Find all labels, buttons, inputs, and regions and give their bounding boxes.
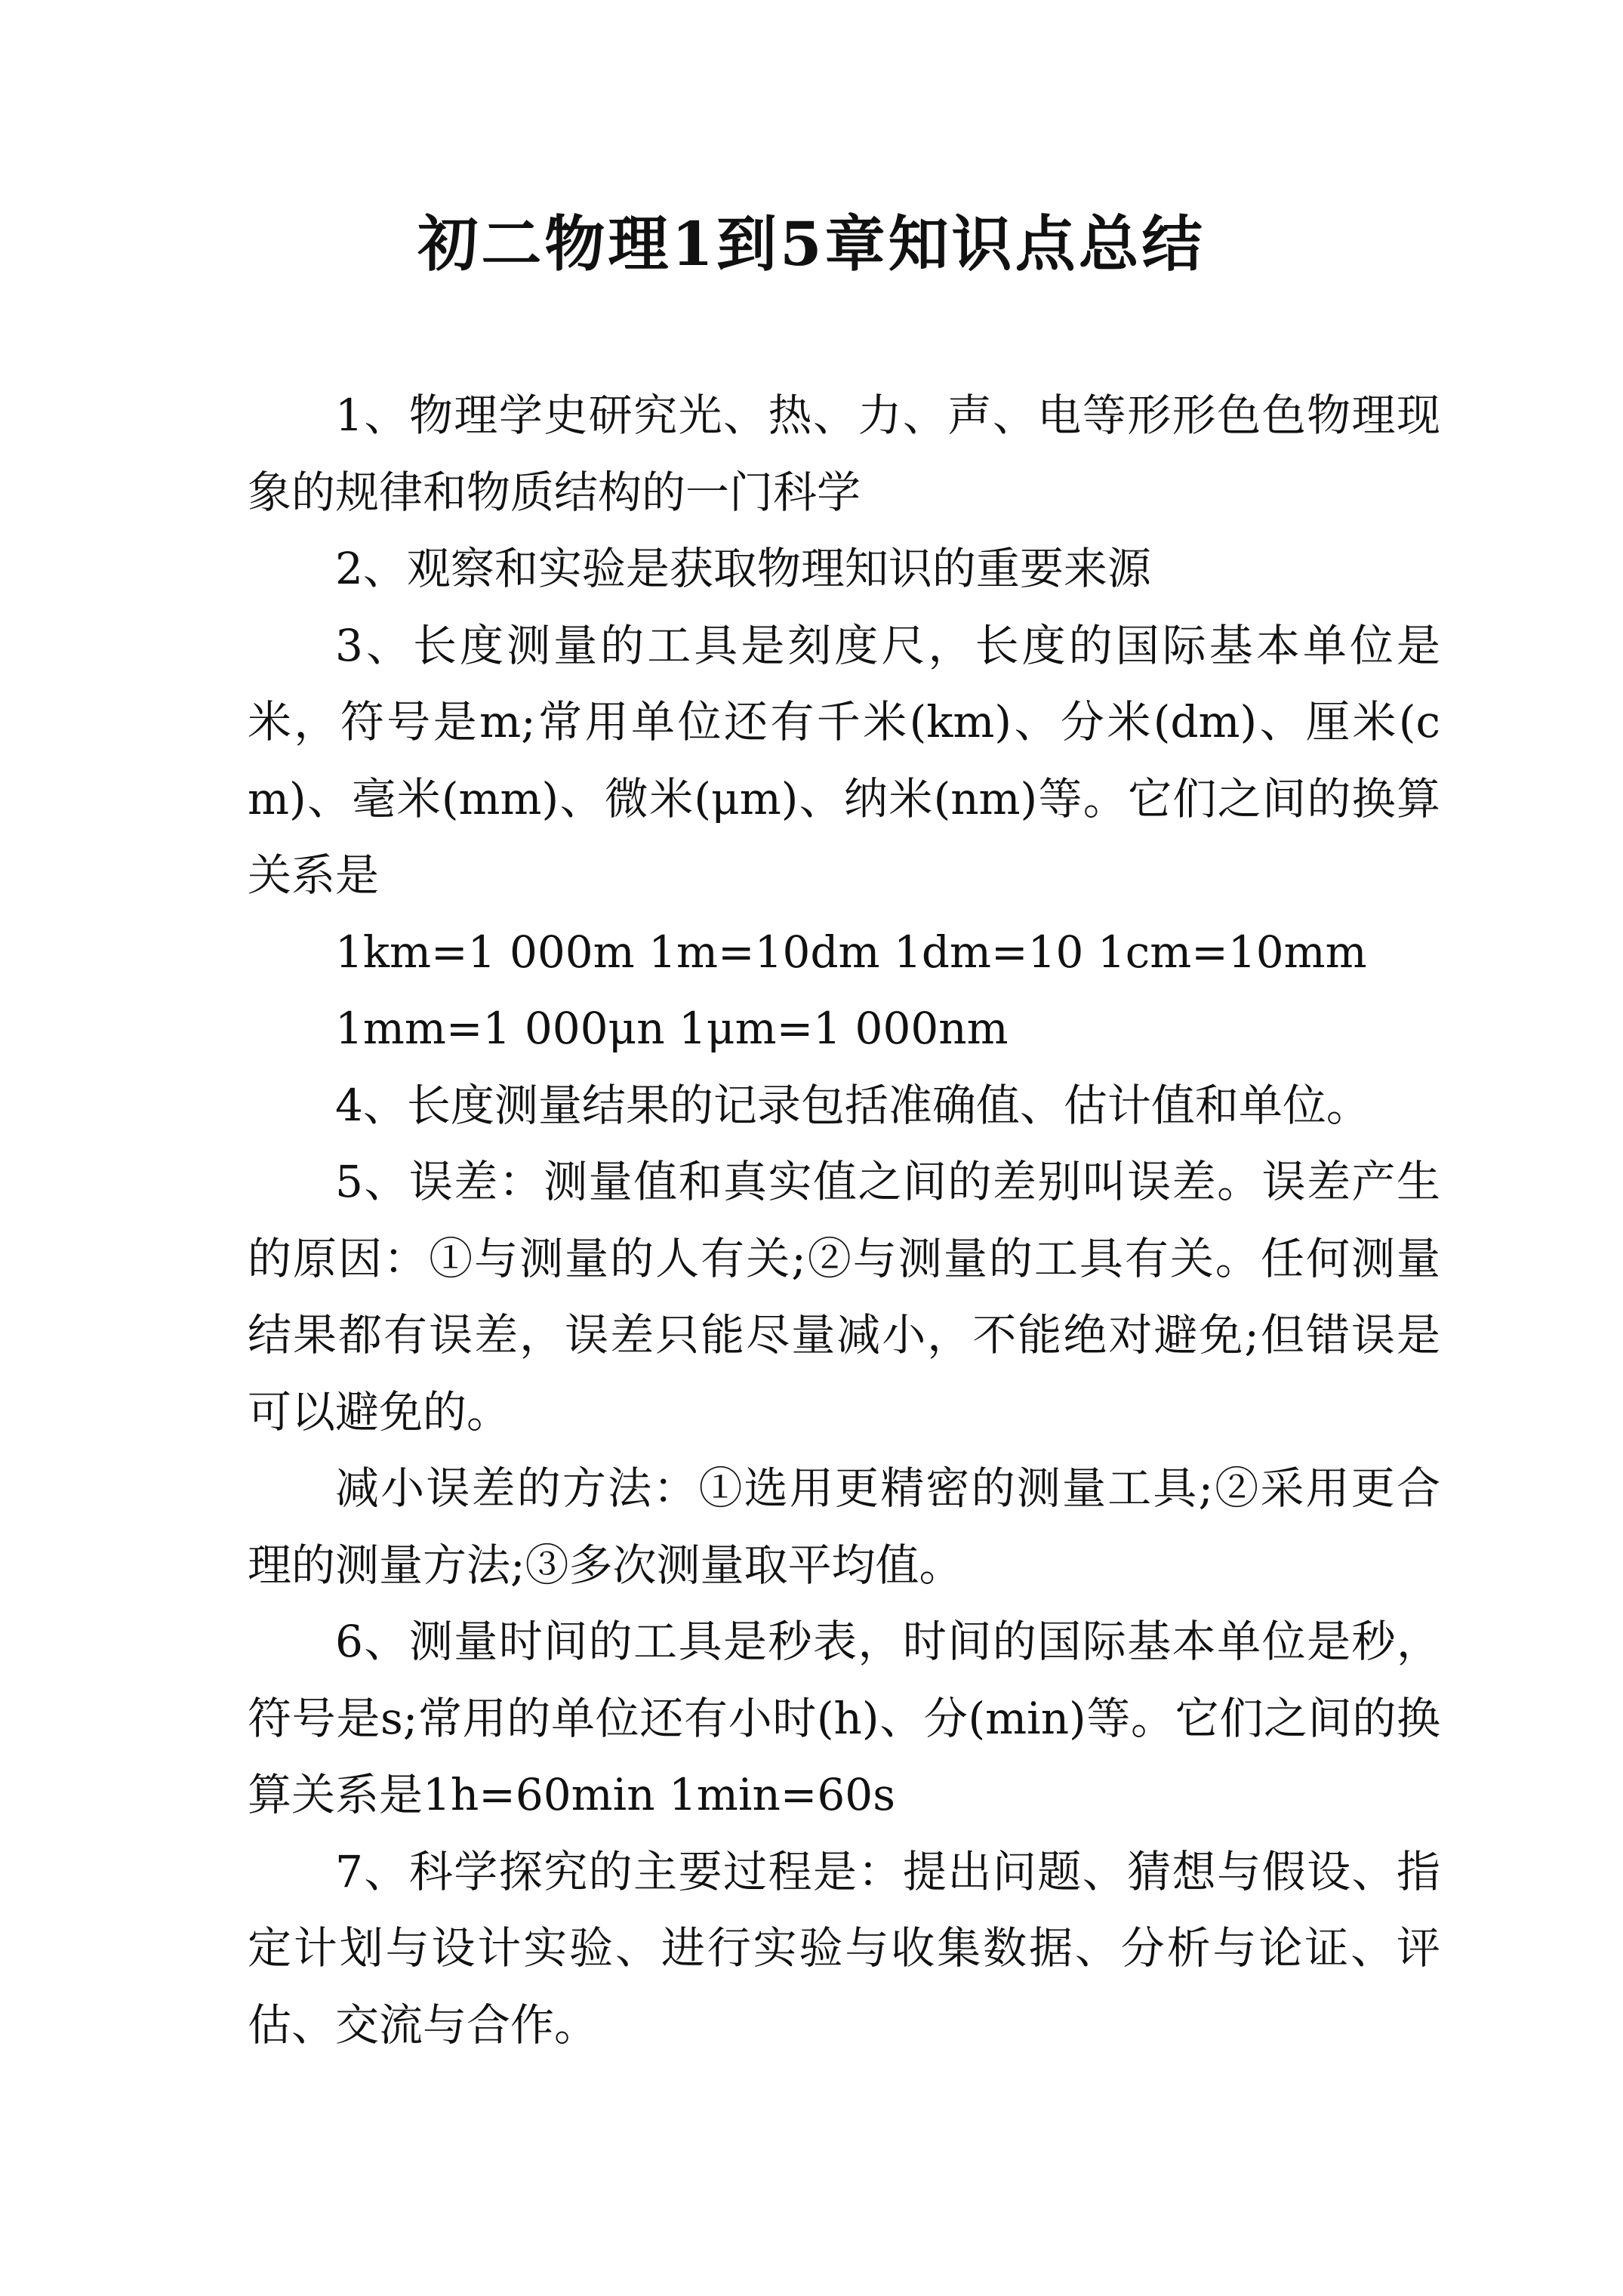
paragraph-error-reduction: 减小误差的方法：①选用更精密的测量工具;②采用更合理的测量方法;③多次测量取平均值。: [248, 1462, 1440, 1591]
formula-line-2: 1mm=1 000μn 1μm=1 000nm: [335, 1003, 1009, 1054]
document-title: 初二物理1到5章知识点总结: [417, 208, 1206, 279]
paragraph-4: 4、长度测量结果的记录包括准确值、估计值和单位。: [335, 1079, 1370, 1131]
paragraph-5: 5、误差：测量值和真实值之间的差别叫误差。误差产生的原因：①与测量的人有关;②与测量的工具有关。任何测量结果都有误差，误差只能尽量减小，不能绝对避免;但错误是可以避免的。: [248, 1156, 1440, 1438]
formula-line-1: 1km=1 000m 1m=10dm 1dm=10 1cm=10mm: [335, 926, 1367, 978]
document-body: [248, 378, 1440, 2063]
paragraph-2: 2、观察和实验是获取物理知识的重要来源: [335, 543, 1151, 594]
paragraph-3: 3、长度测量的工具是刻度尺，长度的国际基本单位是米，符号是m;常用单位还有千米(km)、分米(dm)、厘米(cm)、毫米(mm)、微米(μm)、纳米(nm)等。它们之间的换算关系是: [248, 619, 1440, 901]
paragraph-6: 6、测量时间的工具是秒表，时间的国际基本单位是秒，符号是s;常用的单位还有小时(h)、分(min)等。它们之间的换算关系是1h=60min 1min=60s: [248, 1616, 1440, 1820]
paragraph-7: 7、科学探究的主要过程是：提出问题、猜想与假设、指定计划与设计实验、进行实验与收集数据、分析与论证、评估、交流与合作。: [248, 1845, 1440, 2051]
paragraph-1: 1、物理学史研究光、热、力、声、电等形形色色物理现象的规律和物质结构的一门科学: [248, 390, 1440, 518]
